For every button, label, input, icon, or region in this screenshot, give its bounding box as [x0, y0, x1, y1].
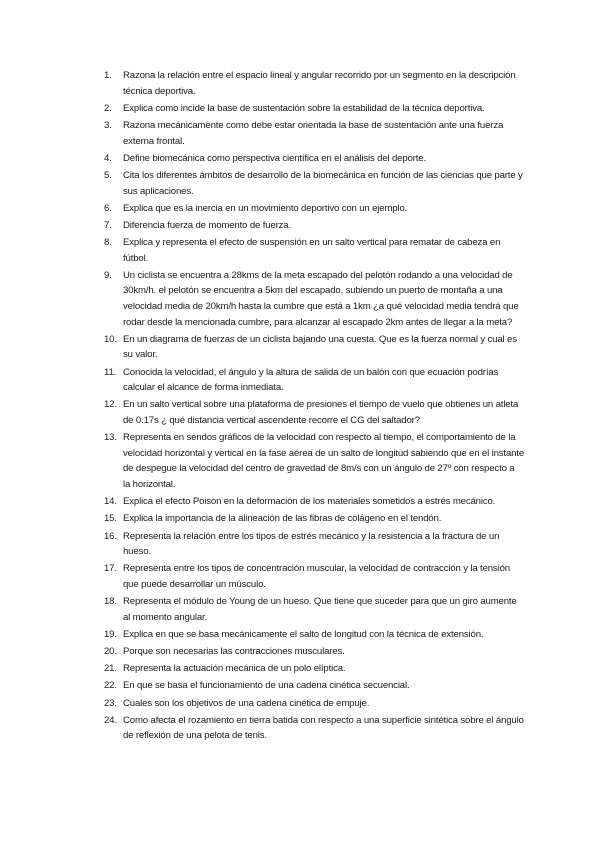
item-number: 10.	[104, 333, 117, 345]
item-number: 12.	[104, 399, 117, 411]
item-text: En un salto vertical sobre una plataforma de presiones el tiempo de vuelo que obtienes un atleta de 0.17s ¿ qué distancia vertical ascendente recorre el CG del saltador?	[123, 399, 519, 426]
item-number: 23.	[104, 697, 117, 709]
item-number: 6.	[104, 202, 112, 214]
item-text: Define biomecánica como perspectiva científica en el análisis del deporte.	[123, 152, 427, 164]
item-number: 24.	[104, 714, 117, 726]
list-item	[104, 235, 524, 266]
item-text: Explica en que se basa mecánicamente el salto de longitud con la técnica de extensión.	[123, 628, 484, 640]
list-item	[104, 332, 524, 363]
item-number: 16.	[104, 530, 117, 542]
item-number: 13.	[104, 432, 117, 444]
item-text: Cita los diferentes ámbitos de desarrollo de la biomecánica en función de las ciencias que parte y sus aplicaciones.	[123, 169, 523, 197]
list-item	[104, 661, 524, 677]
item-text: Explica y representa el efecto de suspensión en un salto vertical para rematar de cabeza en fútbol.	[123, 237, 501, 264]
item-number: 1.	[104, 70, 112, 81]
item-text: Representa la relación entre los tipos de estrés mecánico y la resistencia a la fractura de un hueso.	[123, 530, 500, 558]
item-text: Explica como incide la base de sustentación sobre la estabilidad de la técnica deportiva.	[123, 102, 485, 114]
item-number: 7.	[104, 219, 112, 231]
item-number: 19.	[104, 628, 117, 640]
item-number: 4.	[104, 152, 112, 164]
list-item	[104, 118, 524, 149]
list-item	[104, 201, 524, 217]
item-number: 14.	[104, 496, 117, 508]
list-item	[104, 494, 524, 510]
item-text: Conocida la velocidad, el ángulo y la altura de salida de un balón con que ecuación podrías calcular el alcance de forma inmediata.	[123, 366, 499, 394]
item-text: Cuales son los objetivos de una cadena cinética de empuje.	[123, 697, 370, 709]
list-item	[104, 365, 524, 396]
list-item	[104, 627, 524, 643]
list-item	[104, 511, 524, 527]
item-number: 11.	[104, 366, 117, 378]
item-text: Representa la actuación mecánica de un polo elíptica.	[123, 663, 346, 675]
list-item	[104, 594, 524, 625]
list-item	[104, 696, 524, 712]
item-number: 9.	[104, 269, 112, 281]
item-text: Porque son necesarias las contracciones musculares.	[123, 646, 345, 658]
item-number: 5.	[104, 169, 112, 181]
item-number: 8.	[104, 237, 112, 249]
list-item	[104, 151, 524, 167]
list-item	[104, 397, 524, 428]
item-text: Representa entre los tipos de concentración muscular, la velocidad de contracción y la tensión que puede desarrollar un músculo.	[123, 563, 510, 590]
list-item	[104, 561, 524, 592]
list-item	[104, 529, 524, 560]
item-number: 21.	[104, 663, 117, 675]
list-item	[104, 430, 524, 492]
item-text: Explica la importancia de la alineación de las fibras de colágeno en el tendón.	[123, 513, 442, 525]
item-text: Como afecta el rozamiento en tierra batida con respecto a una superficie sintética sobre el ángulo de reflexión de una pelota de tenis.	[123, 714, 524, 742]
list-item	[104, 101, 524, 117]
item-text: Un ciclista se encuentra a 28kms de la meta escapado del pelotón rodando a una velocidad de 30km/h. el pelotón se encuentra a 5km del escapado, subiendo un puerto de montaña a una velocidad media de 20km/h hasta la cumbre que está a 1km ¿a qué velocidad media tendrá que rodar desde la mencionada cumbre, para alcanzar al escapado 2km antes de llegar a la meta?	[123, 269, 519, 328]
item-text: Representa en sendos gráficos de la velocidad con respecto al tiempo, el comportamiento de la velocidad horizontal y vertical en la fase aérea de un salto de longitud sabiendo que en el instante de despegue la velocidad del centro de gravedad de 8m/s con un ángulo de 27º con respecto a la horizontal.	[123, 432, 525, 490]
item-number: 22.	[104, 680, 117, 692]
item-number: 20.	[104, 646, 117, 658]
list-item	[104, 713, 524, 744]
item-text: Explica el efecto Poison en la deformación de los materiales sometidos a estrés mecánico.	[123, 496, 496, 508]
item-text: En un diagrama de fuerzas de un ciclista bajando una cuesta. Que es la fuerza normal y cual es su valor.	[123, 333, 517, 361]
item-text: Razona la relación entre el espacio lineal y angular recorrido por un segmento en la descripción técnica deportiva.	[123, 70, 516, 97]
list-item	[104, 68, 524, 99]
item-text: Representa el módulo de Young de un hueso. Que tiene que suceder para que un giro aumente al momento angular.	[123, 596, 517, 623]
list-item	[104, 678, 524, 694]
item-text: En que se basa el funcionamiento de una cadena cinética secuencial.	[123, 680, 410, 692]
item-text: Explica que es la inercia en un movimiento deportivo con un ejemplo.	[123, 202, 408, 214]
item-number: 15.	[104, 513, 117, 525]
item-number: 3.	[104, 119, 112, 131]
list-item	[104, 268, 524, 330]
item-text: Diferencia fuerza de momento de fuerza.	[123, 219, 291, 231]
item-number: 17.	[104, 563, 117, 575]
item-text: Razona mecánicamente como debe estar orientada la base de sustentación ante una fuerza externa frontal.	[123, 119, 504, 147]
question-list	[104, 68, 524, 746]
list-item	[104, 218, 524, 234]
item-number: 18.	[104, 596, 117, 608]
list-item	[104, 168, 524, 199]
list-item	[104, 644, 524, 660]
item-number: 2.	[104, 102, 112, 114]
